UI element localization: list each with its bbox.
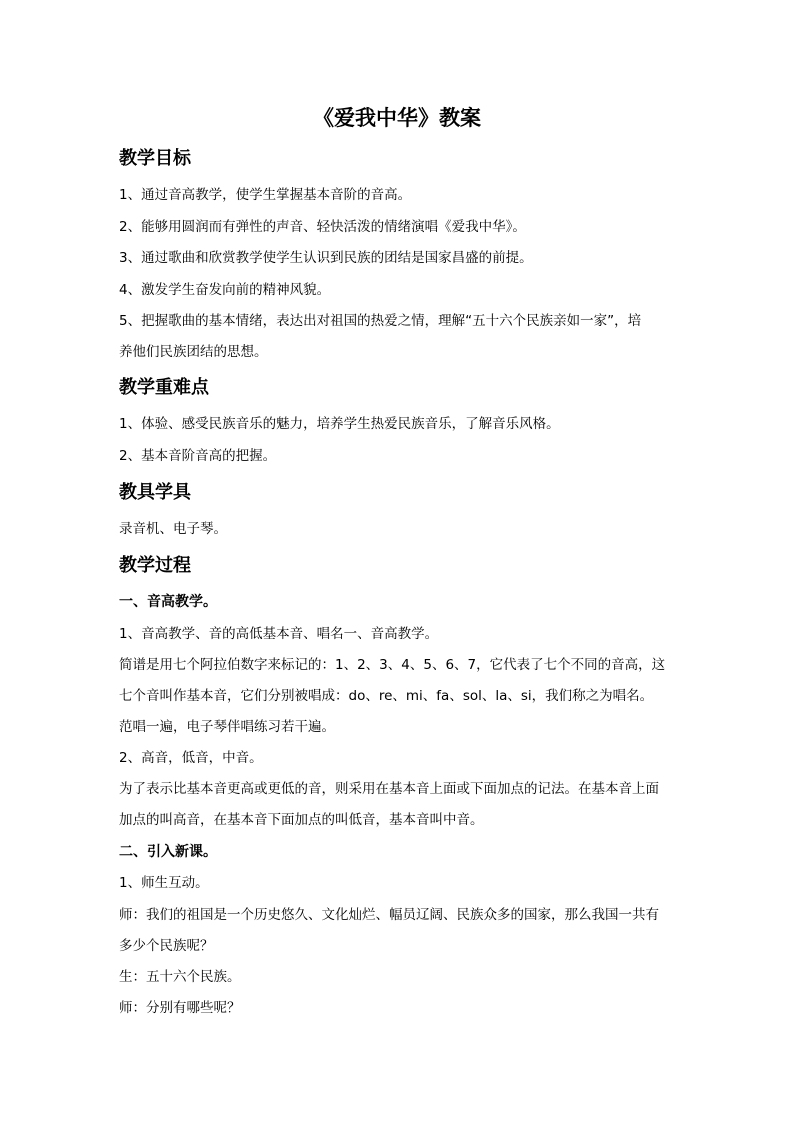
goal-item: 1、通过音高教学，使学生掌握基本音阶的音高。 — [119, 187, 412, 203]
goal-item: 5、把握歌曲的基本情绪，表达出对祖国的热爱之情，理解“五十六个民族亲如一家”，培 — [119, 313, 642, 329]
heading-process: 教学过程 — [119, 555, 191, 576]
process-line: 师：分别有哪些呢？ — [119, 1000, 241, 1016]
tools-item: 录音机、电子琴。 — [119, 521, 227, 537]
process-line: 加点的叫高音，在基本音下面加点的叫低音，基本音叫中音。 — [119, 812, 484, 828]
process-line: 简谱是用七个阿拉伯数字来标记的：1、2、3、4、5、6、7，它代表了七个不同的音高，这 — [119, 657, 666, 673]
heading-difficulties: 教学重难点 — [119, 377, 209, 398]
heading-goals: 教学目标 — [119, 148, 191, 169]
process-line: 生：五十六个民族。 — [119, 969, 241, 985]
process-line: 2、高音，低音，中音。 — [119, 750, 263, 766]
process-part1-heading: 一、音高教学。 — [119, 594, 217, 610]
heading-tools: 教具学具 — [119, 482, 191, 503]
difficulty-item: 2、基本音阶音高的把握。 — [119, 448, 277, 464]
process-line: 师：我们的祖国是一个历史悠久、文化灿烂、幅员辽阔、民族众多的国家，那么我国一共有 — [119, 907, 659, 923]
process-line: 为了表示比基本音更高或更低的音，则采用在基本音上面或下面加点的记法。在基本音上面 — [119, 781, 659, 797]
process-line: 范唱一遍，电子琴伴唱练习若干遍。 — [119, 719, 335, 735]
process-line: 七个音叫作基本音，它们分别被唱成：do、re、mi、fa、sol、la、si，我们称之为唱名。 — [119, 688, 654, 704]
process-line: 1、师生互动。 — [119, 875, 209, 891]
process-line: 1、音高教学、音的高低基本音、唱名一、音高教学。 — [119, 626, 439, 642]
difficulty-item: 1、体验、感受民族音乐的魅力，培养学生热爱民族音乐，了解音乐风格。 — [119, 416, 560, 432]
process-part2-heading: 二、引入新课。 — [119, 844, 217, 860]
goal-item: 2、能够用圆润而有弹性的声音、轻快活泼的情绪演唱《爱我中华》。 — [119, 219, 526, 235]
process-line: 多少个民族呢？ — [119, 938, 214, 954]
goal-item: 4、激发学生奋发向前的精神风貌。 — [119, 282, 331, 298]
document-title: 《爱我中华》教案 — [313, 106, 481, 130]
goal-item: 3、通过歌曲和欣赏教学使学生认识到民族的团结是国家昌盛的前提。 — [119, 250, 533, 266]
goal-item-continued: 养他们民族团结的思想。 — [119, 344, 268, 360]
